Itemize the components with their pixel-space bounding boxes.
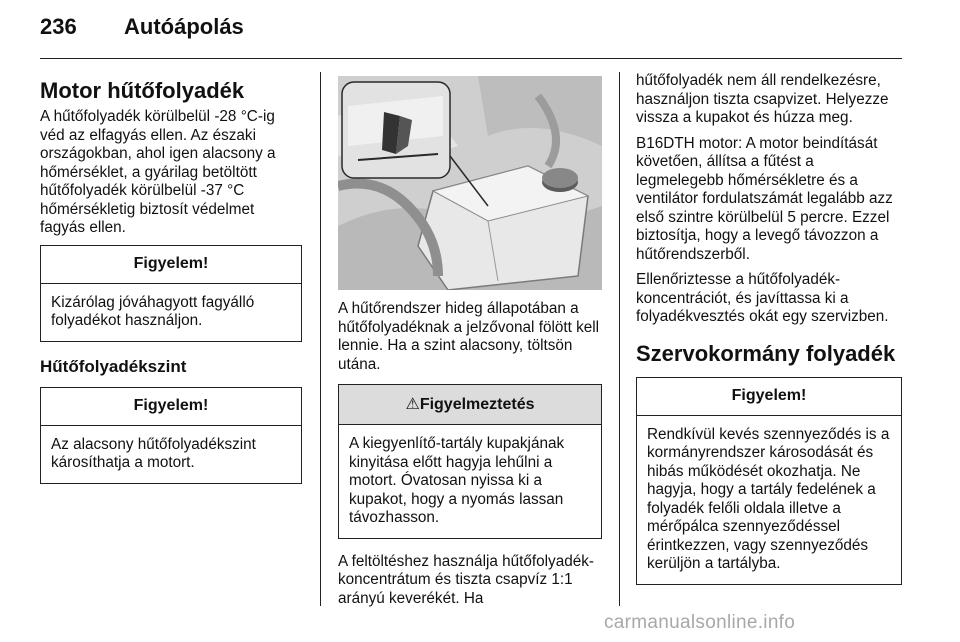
coolant-check-note: Ellenőriztesse a hűtőfolyadék-koncentrációt, és javíttassa ki a folyadékvesztés okát egy szervizben.: [636, 271, 889, 325]
warning-text: A kiegyenlítő-tartály kupakjának kinyitása előtt hagyja lehűlni a motort. Óvatosan nyissa ki a kupakot, hogy a nyomás lassan távozhasson.: [349, 435, 565, 526]
refill-instructions: A feltöltéshez használja hűtőfolyadék-koncentrátum és tiszta csapvíz 1:1 arányú keverékét. Ha: [338, 552, 594, 607]
b16dth-instructions: B16DTH motor: A motor beindítását követően, állítsa a fűtést a legmelegebb hőmérsékletre és a ventilátor fordulatszámát legalább azz első szintre körülbelül 5 percre. Ezzel biztosítja, hogy a levegő távozzon a hűtőrendszerből.: [636, 134, 893, 263]
column-divider: [320, 72, 321, 606]
warning-title: [339, 385, 601, 425]
engine-bay-illustration: [338, 76, 602, 290]
engine-coolant-reservoir-photo: [338, 76, 602, 290]
column-divider: [619, 72, 620, 606]
warning-box: [338, 384, 602, 539]
coolant-continued: hűtőfolyadék nem áll rendelkezésre, használjon tiszta csapvizet. Helyezze vissza a kupakot és húzza meg.: [636, 72, 889, 126]
notice-title: Figyelem!: [41, 246, 301, 284]
watermark: carmanualsonline.info: [604, 612, 796, 633]
warning-title-text: Figyelmeztetés: [419, 396, 535, 413]
column-right: [636, 72, 902, 593]
warning-triangle-icon: ⚠: [405, 396, 420, 413]
notice-text: Az alacsony hűtőfolyadékszint károsíthatja a motort.: [51, 435, 256, 471]
notice-title: Figyelem!: [637, 378, 901, 416]
column-left: [40, 72, 302, 492]
page-number: 236: [40, 14, 77, 39]
running-title: Autóápolás: [124, 14, 244, 39]
notice-text: Rendkívül kevés szennyeződés is a kormányrendszer károsodását és hibás működését okozhatja. Ne hagyja, hogy a tartály fedelének a folyadék felőli oldala illetve a mérőpálca szennyeződéssel érintkezzen, vagy szennyeződés kerüljön a tartályba.: [647, 425, 890, 572]
notice-box: [636, 377, 902, 585]
subheading-coolant-level: Hűtőfolyadékszint: [40, 356, 187, 376]
page-header: [40, 14, 902, 54]
figure-caption: A hűtőrendszer hideg állapotában a hűtőfolyadéknak a jelzővonal fölött kell lennie. Ha a szint alacsony, töltsön utána.: [338, 300, 600, 373]
column-middle: [338, 72, 602, 615]
notice-title: Figyelem!: [41, 388, 301, 426]
coolant-intro: A hűtőfolyadék körülbelül -28 °C-ig véd az elfagyás ellen. Az északi országokban, ahol igen alacsony a hőmérséklet, a gyárilag betöltött hűtőfolyadék körülbelül -37 °C hőmérsékletig biztosít védelmet fagyás ellen.: [40, 108, 276, 236]
notice-text: Kizárólag jóváhagyott fagyálló folyadékot használjon.: [51, 293, 255, 329]
section-title-coolant: Motor hűtőfolyadék: [40, 78, 245, 103]
section-title-power-steering: Szervokormány folyadék: [636, 340, 896, 366]
notice-box: [40, 387, 302, 484]
notice-box: [40, 245, 302, 342]
header-rule: [40, 58, 902, 59]
